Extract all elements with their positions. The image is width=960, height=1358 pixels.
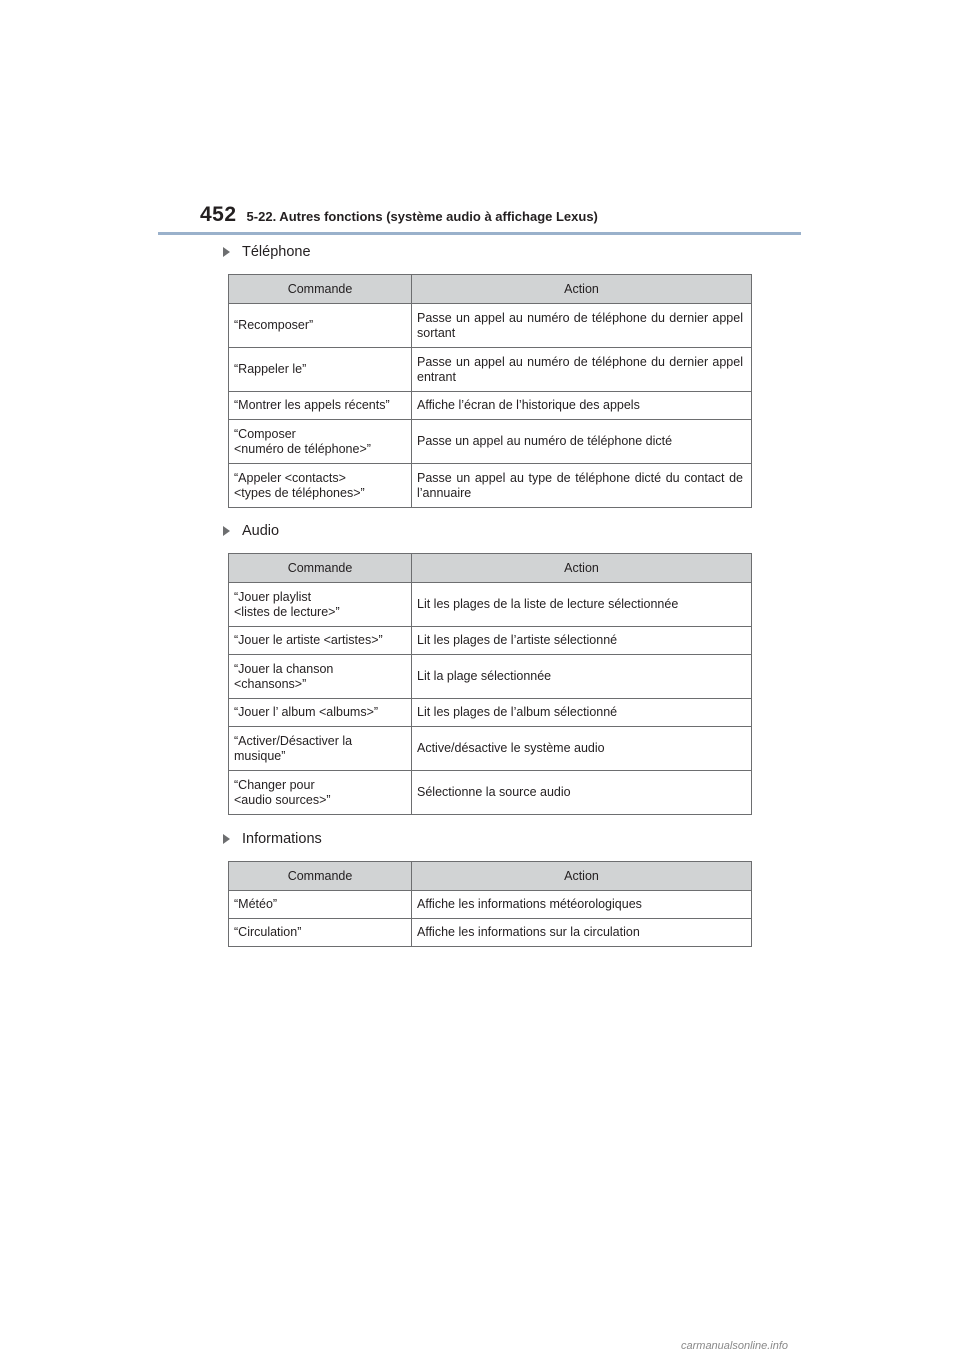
- watermark: carmanualsonline.info: [681, 1340, 789, 1352]
- command-cell: “Météo”: [229, 891, 412, 919]
- table-row: [229, 392, 752, 420]
- action-cell: Passe un appel au numéro de téléphone du dernier appel sortant: [412, 304, 752, 348]
- command-cell: “Jouer playlist <listes de lecture>”: [229, 583, 412, 627]
- command-cell: “Jouer le artiste <artistes>”: [229, 627, 412, 655]
- action-cell: Passe un appel au type de téléphone dicté du contact de l’annuaire: [412, 464, 752, 508]
- action-cell: Affiche les informations sur la circulation: [412, 919, 752, 947]
- action-cell: Sélectionne la source audio: [412, 771, 752, 815]
- chapter-title: 5-22. Autres fonctions (système audio à affichage Lexus): [246, 209, 598, 224]
- page-number: 452: [200, 203, 237, 226]
- command-cell: “Montrer les appels récents”: [229, 392, 412, 420]
- triangle-bullet-icon: [223, 526, 230, 536]
- action-cell: Passe un appel au numéro de téléphone du dernier appel entrant: [412, 348, 752, 392]
- column-header-action: Action: [412, 554, 752, 583]
- command-cell: “Activer/Désactiver la musique”: [229, 727, 412, 771]
- table-row: [229, 771, 752, 815]
- action-cell: Lit la plage sélectionnée: [412, 655, 752, 699]
- page-header: [200, 203, 598, 227]
- action-cell: Affiche les informations météorologiques: [412, 891, 752, 919]
- section-title: Téléphone: [242, 244, 311, 260]
- table-header-row: [229, 862, 752, 891]
- command-cell: “Jouer la chanson <chansons>”: [229, 655, 412, 699]
- table-row: [229, 464, 752, 508]
- command-cell: “Composer <numéro de téléphone>”: [229, 420, 412, 464]
- header-rule: [158, 232, 801, 235]
- table-header-row: [229, 275, 752, 304]
- column-header-action: Action: [412, 862, 752, 891]
- command-table-telephone: [228, 274, 752, 508]
- column-header-command: Commande: [229, 275, 412, 304]
- command-table-informations: [228, 861, 752, 947]
- table-row: [229, 420, 752, 464]
- action-cell: Lit les plages de l’album sélectionné: [412, 699, 752, 727]
- action-cell: Affiche l’écran de l’historique des appels: [412, 392, 752, 420]
- command-cell: “Rappeler le”: [229, 348, 412, 392]
- section-title: Informations: [242, 831, 322, 847]
- table-row: [229, 583, 752, 627]
- command-table-audio: [228, 553, 752, 815]
- action-cell: Lit les plages de la liste de lecture sélectionnée: [412, 583, 752, 627]
- command-cell: “Circulation”: [229, 919, 412, 947]
- command-cell: “Recomposer”: [229, 304, 412, 348]
- command-cell: “Changer pour <audio sources>”: [229, 771, 412, 815]
- section-title: Audio: [242, 523, 280, 539]
- action-cell: Passe un appel au numéro de téléphone dicté: [412, 420, 752, 464]
- table-row: [229, 919, 752, 947]
- table-row: [229, 348, 752, 392]
- command-cell: “Jouer l’ album <albums>”: [229, 699, 412, 727]
- section-heading-audio: [223, 523, 279, 539]
- action-cell: Lit les plages de l’artiste sélectionné: [412, 627, 752, 655]
- table-row: [229, 727, 752, 771]
- section-heading-telephone: [223, 244, 311, 260]
- column-header-command: Commande: [229, 554, 412, 583]
- section-heading-informations: [223, 831, 322, 847]
- action-cell: Active/désactive le système audio: [412, 727, 752, 771]
- table-header-row: [229, 554, 752, 583]
- triangle-bullet-icon: [223, 834, 230, 844]
- table-row: [229, 655, 752, 699]
- column-header-action: Action: [412, 275, 752, 304]
- table-row: [229, 304, 752, 348]
- triangle-bullet-icon: [223, 247, 230, 257]
- table-row: [229, 891, 752, 919]
- column-header-command: Commande: [229, 862, 412, 891]
- table-row: [229, 627, 752, 655]
- command-cell: “Appeler <contacts> <types de téléphones>”: [229, 464, 412, 508]
- table-row: [229, 699, 752, 727]
